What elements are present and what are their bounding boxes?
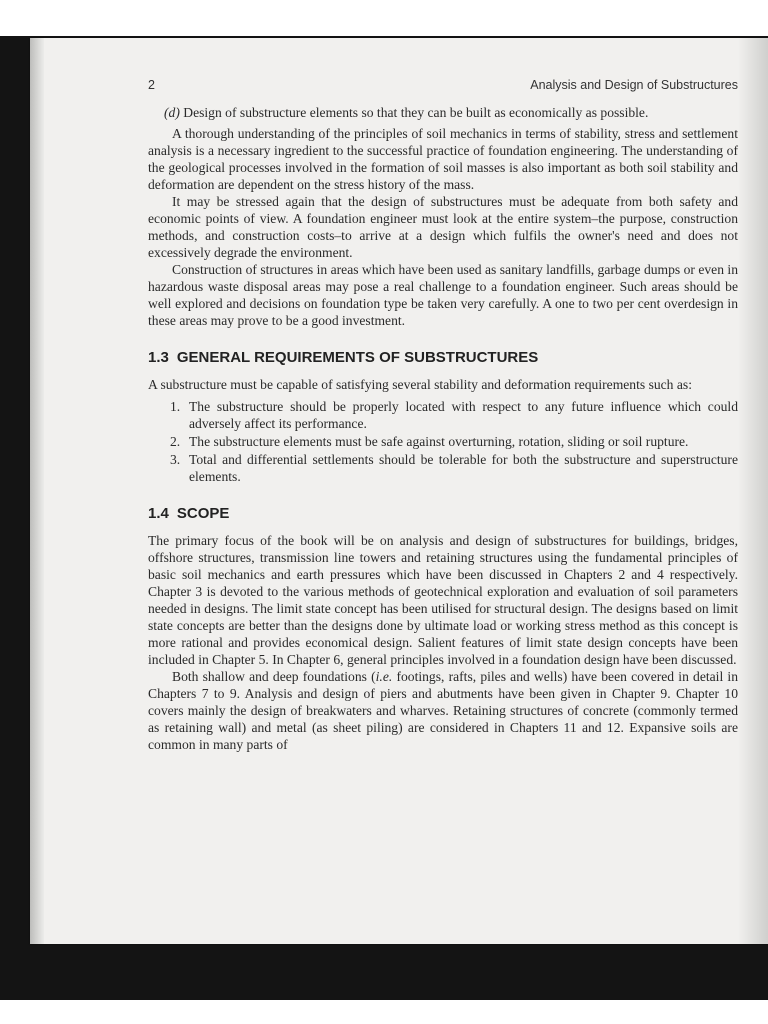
text-segment: Both shallow and deep foundations ( — [172, 669, 376, 684]
paragraph-landfills: Construction of structures in areas which have been used as sanitary landfills, garbage dumps or even in hazardous waste disposal areas may pose a real challenge to a foundation engineer. Such areas should be well explored and decisions on foundation type be taken very carefully. A one to two per cent overdesign in these areas may prove to be a good investment. — [148, 262, 738, 328]
running-header — [148, 78, 738, 92]
item-d-label: (d) — [164, 105, 180, 120]
list-item — [148, 433, 738, 450]
paragraph-design-adequacy: It may be stressed again that the design of substructures must be adequate from both safety and economic points of view. A foundation engineer must look at the entire system–the purpose, construction methods, and construction costs–to arrive at a design which fulfils the owner's need and does not excessively degrade the environment. — [148, 194, 738, 260]
item-d-text: Design of substructure elements so that they can be built as economically as possible. — [183, 105, 649, 120]
list-item-d — [148, 104, 738, 121]
paragraph-scope: The primary focus of the book will be on analysis and design of substructures for buildings, bridges, offshore structures, transmission line towers and retaining structures using the fundamental principles of basic soil mechanics and earth pressures which have been discussed in Chapters 2 and 4 respectively. Chapter 3 is devoted to the various methods of geotechnical exploration and evaluation of soil parameters needed in designs. The limit state concept has been utilised for structural design. The designs based on limit state concepts are better than the designs done by ultimate load or working stress method as this concept is more rational and provides economical design. Salient features of limit state design concepts have been included in Chapter 5. In Chapter 6, general principles involved in a foundation design have been discussed. — [148, 533, 738, 667]
paragraph-soil-mechanics: A thorough understanding of the principles of soil mechanics in terms of stability, stress and settlement analysis is a necessary ingredient to the successful practice of foundation engineering. The understanding of the geological processes involved in the formation of soil masses is also important as both soil stability and deformation are dependent on the stress history of the mass. — [148, 126, 738, 192]
text-italic: i.e. — [375, 669, 393, 684]
paragraph-foundations — [148, 668, 738, 753]
running-title: Analysis and Design of Substructures — [530, 78, 738, 92]
page-curl-shadow — [738, 38, 768, 944]
page-content — [148, 78, 738, 753]
section-number: 1.4 — [148, 505, 169, 522]
book-page — [30, 38, 768, 944]
list-number: 2. — [170, 434, 181, 449]
list-number: 3. — [170, 452, 181, 467]
list-item — [148, 451, 738, 485]
list-text: The substructure should be properly located with respect to any future influence which could adversely affect its performance. — [189, 399, 738, 431]
section-title: GENERAL REQUIREMENTS OF SUBSTRUCTURES — [176, 349, 539, 366]
page-number: 2 — [148, 78, 155, 92]
section-heading-1-3 — [148, 349, 738, 366]
paragraph-requirements-lead: A substructure must be capable of satisfying several stability and deformation requirements such as: — [148, 377, 692, 392]
list-number: 1. — [170, 399, 181, 414]
section-number: 1.3 — [148, 349, 169, 366]
list-text: The substructure elements must be safe against overturning, rotation, sliding or soil rupture. — [189, 434, 689, 449]
requirements-list — [148, 398, 738, 485]
section-heading-1-4 — [148, 505, 738, 522]
list-text: Total and differential settlements should be tolerable for both the substructure and superstructure elements. — [189, 452, 738, 484]
page-binding-edge — [30, 38, 44, 944]
text-segment: footings, rafts, piles and wells) have been covered in detail in Chapters 7 to 9. Analysis and design of piers and abutments have been given in Chapter 9. Chapter 10 covers mainly the design of breakwaters and wharves. Retaining structures of concrete (commonly termed as retaining wall) and metal (as sheet piling) are considered in Chapters 11 and 12. Expansive soils are common in many parts of — [148, 669, 738, 752]
section-title: SCOPE — [176, 505, 230, 522]
list-item — [148, 398, 738, 432]
